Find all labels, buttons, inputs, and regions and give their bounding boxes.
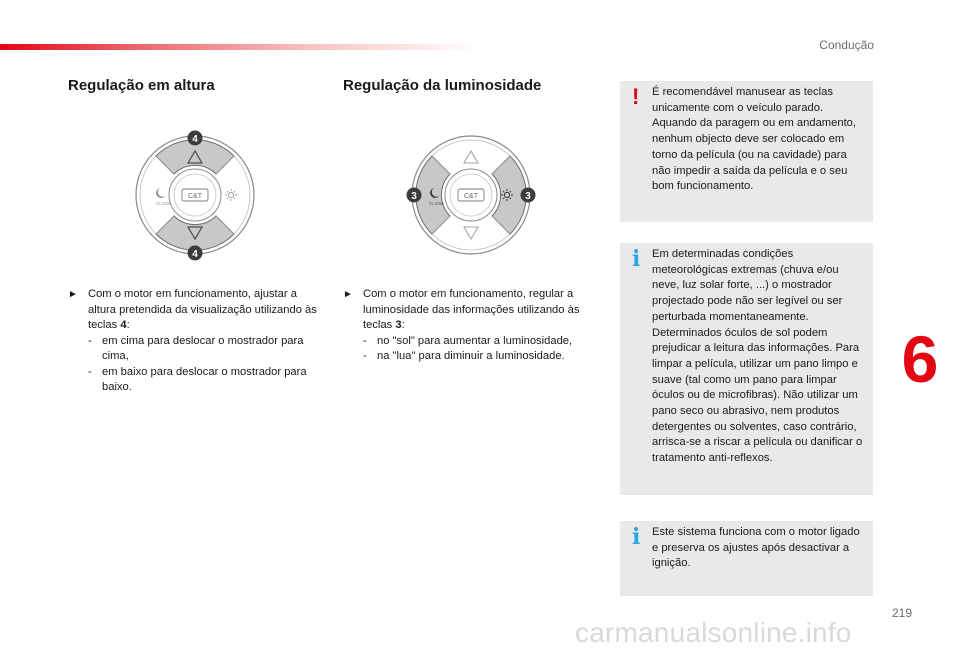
arrow-bullet-icon: ► — [343, 289, 353, 300]
svg-text:C&T: C&T — [464, 193, 478, 200]
info-icon: i — [632, 524, 641, 550]
chapter-title: Condução — [819, 38, 874, 52]
instruction-text: Com o motor em funcionamento, regular a luminosidade das informações utilizando às teclas — [363, 288, 580, 331]
instruction-list — [68, 334, 326, 396]
warning-text: É recomendável manusear as teclas unicamente com o veículo parado. Aquando da paragem ou em andamento, nenhum objecto deve ser colocado em torno da película (ou na cavidade) para não impedir a saída da película e o seu bom funcionamento. — [652, 86, 857, 193]
svg-text:3: 3 — [525, 191, 531, 202]
key-number: 3 — [395, 319, 402, 331]
svg-text:3: 3 — [411, 191, 417, 202]
header-accent-bar — [0, 44, 480, 50]
arrow-bullet-icon: ► — [68, 289, 78, 300]
chapter-number: 6 — [901, 322, 939, 396]
svg-text:4: 4 — [192, 134, 198, 145]
brightness-instructions: ► Com o motor em funcionamento, regular a luminosidade das informações utilizando às teclas 3: - no "sol" para aumentar a luminosidade, - na "lua" para diminuir a luminosidade. — [343, 287, 598, 365]
watermark: carmanualsonline.info — [575, 617, 852, 648]
instruction-list — [343, 334, 598, 365]
section-title-brightness: Regulação da luminosidade — [343, 77, 542, 94]
svg-text:C&T: C&T — [188, 193, 202, 200]
list-item: - no "sol" para aumentar a luminosidade, — [363, 334, 573, 347]
info-note-conditions — [620, 243, 873, 495]
height-instructions: ► Com o motor em funcionamento, ajustar a altura pretendida da visualização utilizando às teclas 4: - em cima para deslocar o mostrador para cima, - em baixo para deslocar o mostrador para baixo. — [68, 287, 326, 396]
info-note-system — [620, 521, 873, 596]
brightness-control-diagram — [404, 128, 539, 263]
instruction-text: Com o motor em funcionamento, ajustar a altura pretendida da visualização utilizando às teclas — [88, 288, 317, 331]
list-item: - na "lua" para diminuir a luminosidade. — [363, 350, 565, 362]
page-number: 219 — [891, 606, 912, 620]
key-number: 4 — [120, 319, 127, 331]
info-text: Em determinadas condições meteorológicas extremas (chuva e/ou neve, luz solar forte, ...) o mostrador projectado pode não ser legível ou ser perturbada momentaneamente. Determinados óculos de sol podem prejudicar a leitura das informações. Para limpar a película, utilizar um pano limpo e suave (tal como um pano para limpar óculos ou de microfibras). Não utilizar um pano seco ou abrasivo, nem produtos detergentes ou solventes, caso contrário, arrisca-se a riscar a película ou danificar o tratamento anti-reflexos. — [652, 248, 863, 465]
height-control-diagram — [133, 128, 258, 263]
list-item: - em baixo para deslocar o mostrador para baixo. — [88, 365, 307, 393]
svg-text:4: 4 — [192, 249, 198, 260]
info-text: Este sistema funciona com o motor ligado e preserva os ajustes após desactivar a ignição. — [652, 526, 860, 570]
section-title-height: Regulação em altura — [68, 77, 215, 94]
list-item: - em cima para deslocar o mostrador para cima, — [88, 334, 304, 362]
warning-icon: ! — [632, 84, 640, 109]
info-icon: i — [632, 246, 641, 272]
svg-text:CLOSE: CLOSE — [429, 201, 445, 206]
warning-note — [620, 81, 873, 222]
svg-text:CLOSE: CLOSE — [156, 201, 172, 206]
